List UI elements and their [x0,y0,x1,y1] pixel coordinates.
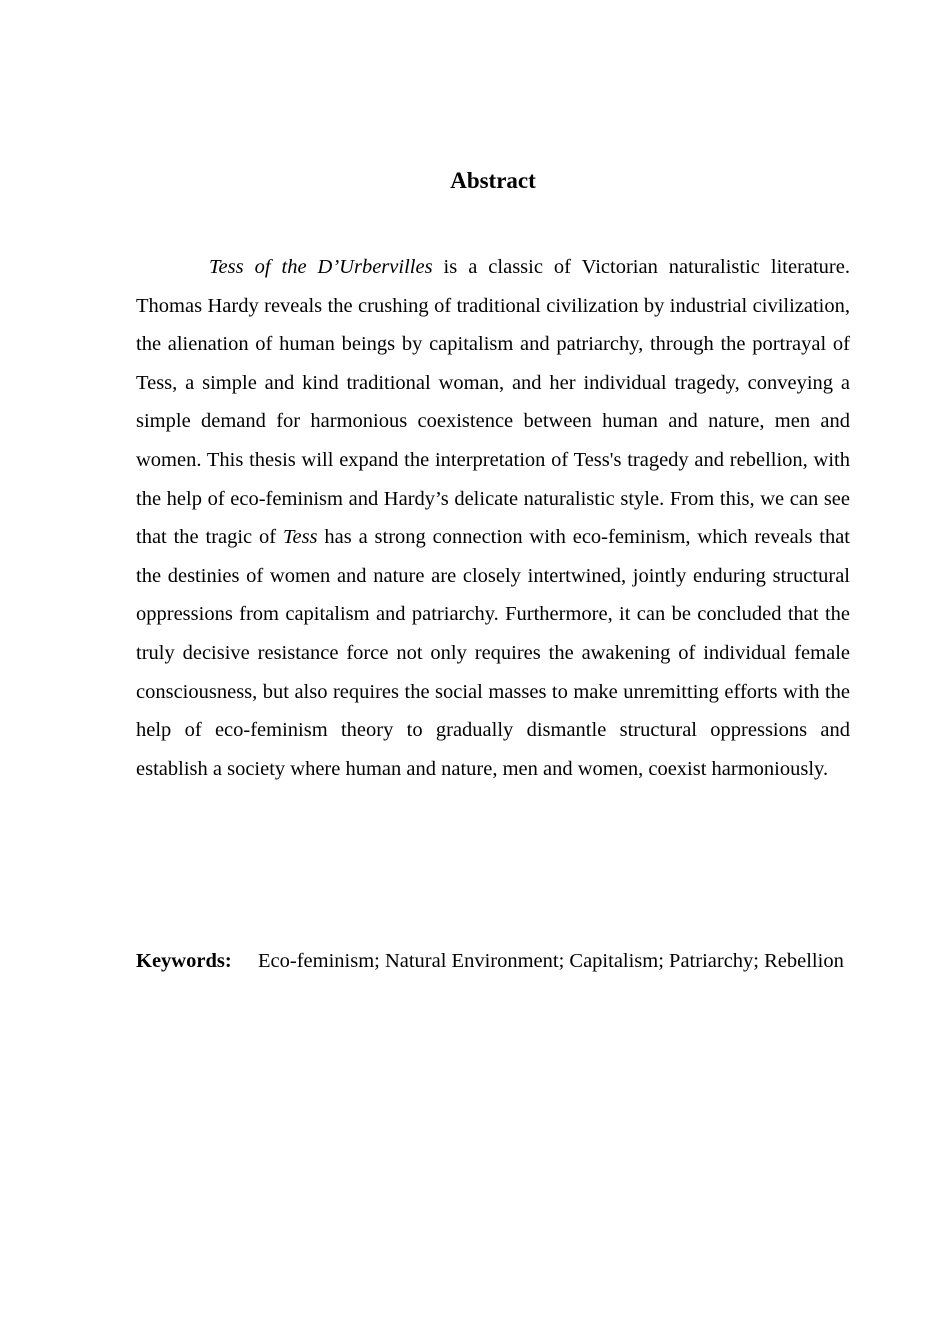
keywords-value: Eco-feminism; Natural Environment; Capitalism; Patriarchy; Rebellion [258,950,844,972]
work-short-title: Tess [282,526,318,549]
keywords-label: Keywords: [136,950,232,972]
abstract-text-part-1: is a classic of Victorian naturalistic literature. Thomas Hardy reveals the crushing of traditional civilization by industrial civilization, the alienation of human beings by capitalism and patriarchy, through the portrayal of Tess, a simple and kind traditional woman, and her individual tragedy, conveying a simple demand for harmonious coexistence between human and nature, men and women. This thesis will expand the interpretation of Tess's tragedy and rebellion, with the help of eco-feminism and Hardy’s delicate naturalistic style. From this, we can see that the tragic of [136,256,850,549]
work-title: Tess of the D’Urbervilles [209,256,433,278]
abstract-title: Abstract [450,168,536,193]
keywords-line [136,942,850,981]
abstract-paragraph [136,248,850,788]
abstract-text-part-2: has a strong connection with eco-feminism, which reveals that the destinies of women and nature are closely intertwined, jointly enduring structural oppressions from capitalism and patriarchy. Furthermore, it can be concluded that the truly decisive resistance force not only requires the awakening of individual female consciousness, but also requires the social masses to make unremitting efforts with the help of eco-feminism theory to gradually dismantle structural oppressions and establish a society where human and nature, men and women, coexist harmoniously. [136,526,851,780]
